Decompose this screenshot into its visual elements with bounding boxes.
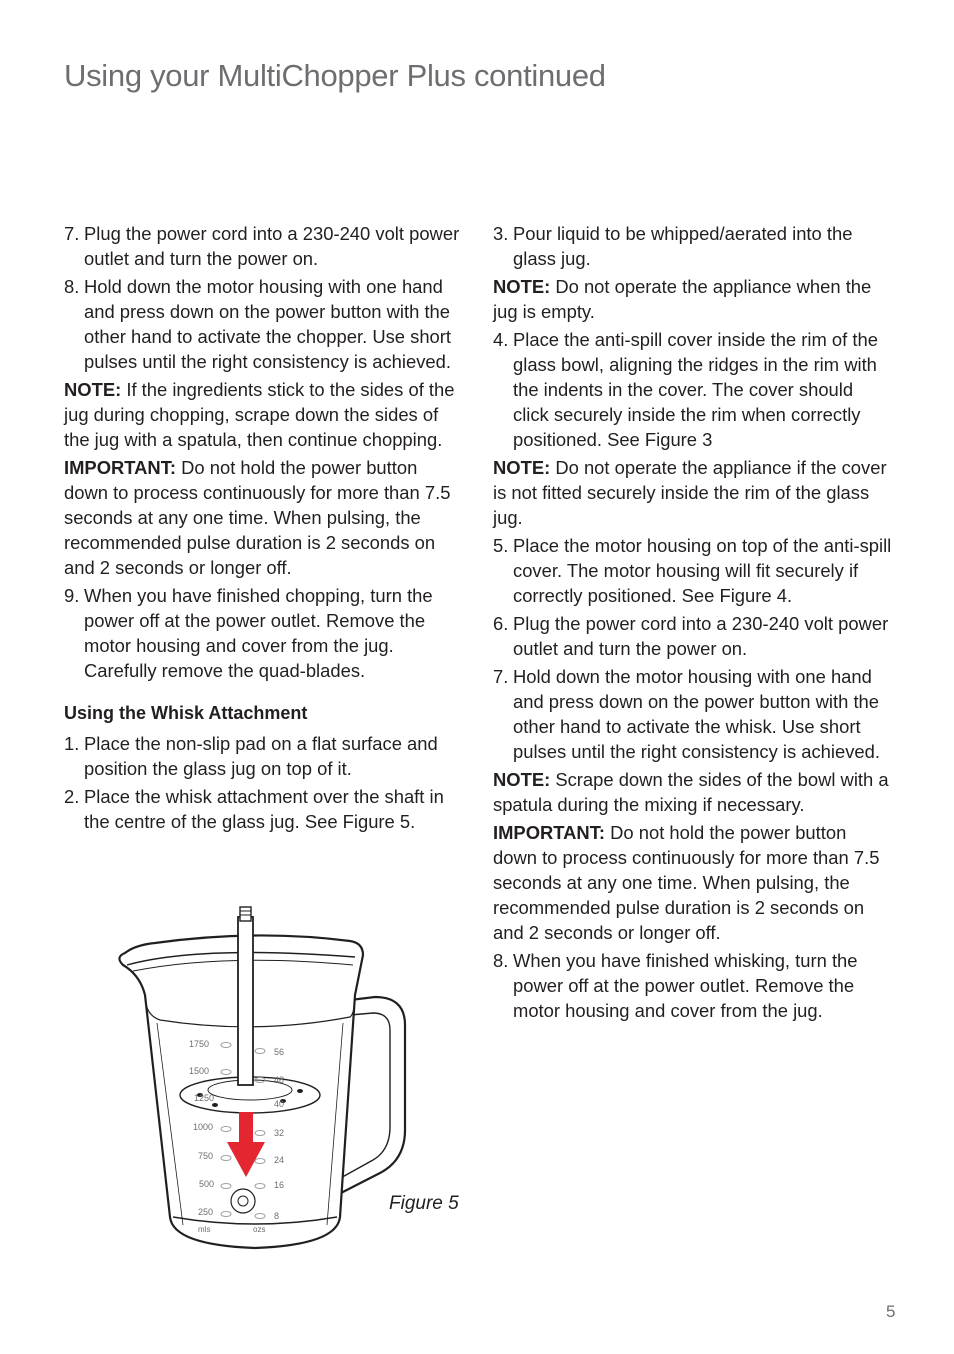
important-label: IMPORTANT:	[493, 822, 606, 843]
oz-mark: 16	[274, 1180, 285, 1190]
list-item-whisk-step-4	[493, 327, 893, 452]
step-number: 1.	[64, 733, 80, 754]
note-label: NOTE:	[493, 457, 551, 478]
step-number: 5.	[493, 535, 509, 556]
list-item-step-7	[64, 221, 464, 271]
important-label: IMPORTANT:	[64, 457, 177, 478]
note-label: NOTE:	[493, 276, 551, 297]
ml-mark: 1250	[194, 1093, 215, 1103]
step-text: Place the anti-spill cover inside the rim of the glass bowl, aligning the ridges in the rim with the indents in the cover. The cover should click securely inside the rim when correctly positioned. See Figure 3	[513, 329, 878, 450]
step-number: 4.	[493, 329, 509, 350]
list-item-whisk-step-3	[493, 221, 893, 271]
note-paragraph	[493, 274, 893, 324]
step-text: Place the whisk attachment over the shaft in the centre of the glass jug. See Figure 5.	[84, 786, 444, 832]
step-number: 7.	[493, 666, 509, 687]
oz-mark: 40	[274, 1099, 285, 1109]
ml-mark: 500	[199, 1179, 215, 1189]
whisk-hole	[212, 1103, 218, 1107]
step-text: Plug the power cord into a 230-240 volt power outlet and turn the power on.	[84, 223, 460, 269]
step-text: Hold down the motor housing with one hand and press down on the power button with the other hand to activate the chopper. Use short pulses until the right consistency is achieved.	[84, 276, 452, 372]
step-number: 7.	[64, 223, 80, 244]
list-item-step-8	[64, 274, 464, 374]
list-item-whisk-step-6	[493, 611, 893, 661]
list-item-whisk-step-1	[64, 731, 464, 781]
list-item-whisk-step-2	[64, 784, 464, 834]
step-text: Pour liquid to be whipped/aerated into the glass jug.	[513, 223, 853, 269]
step-text: Place the motor housing on top of the anti-spill cover. The motor housing will fit securely if correctly positioned. See Figure 4.	[513, 535, 892, 606]
whisk-shaft	[238, 917, 253, 1085]
ml-mark: 250	[198, 1207, 214, 1217]
note-text: Do not operate the appliance when the jug is empty.	[493, 276, 872, 322]
oz-mark: 32	[274, 1128, 285, 1138]
oz-mark: 24	[274, 1155, 285, 1165]
jug-with-whisk-drawing	[105, 905, 415, 1255]
ml-mark: 750	[198, 1151, 214, 1161]
ml-unit: mls	[198, 1225, 211, 1234]
figure-5-jug-illustration	[105, 905, 415, 1255]
note-paragraph	[64, 377, 464, 452]
oz-mark: 8	[274, 1211, 280, 1221]
note-label: NOTE:	[493, 769, 551, 790]
step-number: 8.	[493, 950, 509, 971]
list-item-whisk-step-8	[493, 948, 893, 1023]
important-paragraph	[64, 455, 464, 580]
oz-unit: ozs	[253, 1225, 266, 1234]
important-paragraph	[493, 820, 893, 945]
figure-caption: Figure 5	[389, 1193, 459, 1214]
whisk-hole	[297, 1089, 303, 1093]
note-paragraph	[493, 767, 893, 817]
ml-mark: 1000	[193, 1122, 214, 1132]
left-column	[64, 221, 464, 837]
note-text: Do not operate the appliance if the cover is not fitted securely inside the rim of the glass jug.	[493, 457, 887, 528]
important-text: Do not hold the power button down to process continuously for more than 7.5 seconds at any one time. When pulsing, the recommended pulse duration is 2 seconds on and 2 seconds or longer off.	[64, 457, 451, 578]
step-number: 2.	[64, 786, 80, 807]
ml-mark: 1750	[189, 1039, 210, 1049]
ml-mark: 1500	[189, 1066, 210, 1076]
step-text: When you have finished whisking, turn the power off at the power outlet. Remove the motor housing and cover from the jug.	[513, 950, 858, 1021]
list-item-whisk-step-7	[493, 664, 893, 764]
step-text: Place the non-slip pad on a flat surface and position the glass jug on top of it.	[84, 733, 438, 779]
page-title: Using your MultiChopper Plus continued	[64, 58, 606, 93]
note-text: If the ingredients stick to the sides of the jug during chopping, scrape down the sides of the jug with a spatula, then continue chopping.	[64, 379, 455, 450]
step-text: When you have finished chopping, turn the power off at the power outlet. Remove the motor housing and cover from the jug. Carefully remove the quad-blades.	[84, 585, 433, 681]
step-number: 9.	[64, 585, 80, 606]
step-number: 3.	[493, 223, 509, 244]
oz-mark: 48	[274, 1075, 285, 1085]
note-label: NOTE:	[64, 379, 122, 400]
list-item-step-9	[64, 583, 464, 683]
step-number: 6.	[493, 613, 509, 634]
section-heading: Using the Whisk Attachment	[64, 703, 308, 723]
oz-mark: 56	[274, 1047, 285, 1057]
note-paragraph	[493, 455, 893, 530]
step-text: Hold down the motor housing with one hand and press down on the power button with the other hand to activate the whisk. Use short pulses until the right consistency is achieved.	[513, 666, 880, 762]
step-text: Plug the power cord into a 230-240 volt power outlet and turn the power on.	[513, 613, 889, 659]
list-item-whisk-step-5	[493, 533, 893, 608]
right-column	[493, 221, 893, 1026]
arrow-down-icon	[239, 1112, 253, 1144]
step-number: 8.	[64, 276, 80, 297]
important-text: Do not hold the power button down to process continuously for more than 7.5 seconds at any one time. When pulsing, the recommended pulse duration is 2 seconds on and 2 seconds or longer off.	[493, 822, 880, 943]
shaft-tip	[240, 907, 251, 921]
note-text: Scrape down the sides of the bowl with a spatula during the mixing if necessary.	[493, 769, 889, 815]
page-number: 5	[886, 1302, 896, 1321]
